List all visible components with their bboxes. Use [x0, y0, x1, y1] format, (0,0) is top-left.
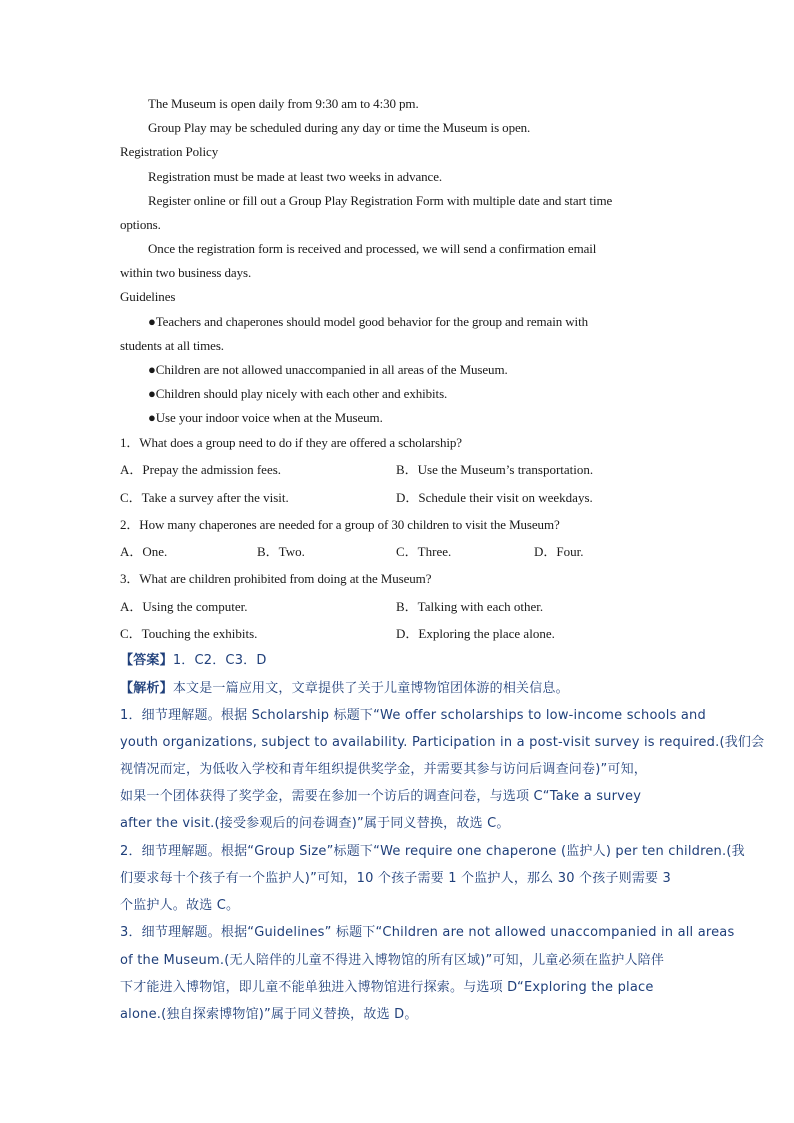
analysis-line-5: after the visit.(接受参观后的问卷调查)”属于同义替换，故选 C。: [120, 816, 510, 831]
group-play-text: Group Play may be scheduled during any day or time the Museum is open.: [148, 120, 531, 135]
analysis-line-2: youth organizations, subject to availability. Participation in a post-visit survey is required.(我们会: [120, 735, 765, 750]
analysis-intro-line: [120, 681, 569, 697]
registration-heading: Registration Policy: [120, 144, 219, 159]
question-3-option-a: A．Using the computer.: [120, 599, 248, 614]
question-1-stem: 1．What does a group need to do if they are offered a scholarship?: [120, 435, 462, 450]
guideline-1-line2: students at all times.: [120, 338, 224, 353]
question-1-option-d: D．Schedule their visit on weekdays.: [396, 490, 593, 505]
guideline-1-line1: ●Teachers and chaperones should model good behavior for the group and remain with: [148, 314, 588, 329]
guidelines-heading: Guidelines: [120, 289, 176, 304]
analysis-line-9: 3．细节理解题。根据“Guidelines” 标题下“Children are not allowed unaccompanied in all areas: [120, 925, 735, 940]
analysis-line-1: 1．细节理解题。根据 Scholarship 标题下“We offer scholarships to low-income schools and: [120, 708, 706, 723]
question-2-option-d: D．Four.: [534, 544, 584, 559]
analysis-label: 【解析】: [120, 681, 173, 696]
analysis-line-3: 视情况而定，为低收入学校和青年组织提供奖学金，并需要其参与访问后调查问卷)”可知，: [120, 762, 648, 777]
registration-p1: Registration must be made at least two weeks in advance.: [148, 169, 443, 184]
analysis-line-6: 2．细节理解题。根据“Group Size”标题下“We require one chaperone (监护人) per ten children.(我: [120, 844, 745, 859]
question-2-option-b: B．Two.: [257, 544, 305, 559]
question-2-option-a: A．One.: [120, 544, 168, 559]
question-3-option-d: D．Exploring the place alone.: [396, 626, 555, 641]
question-2-stem: 2．How many chaperones are needed for a group of 30 children to visit the Museum?: [120, 517, 560, 532]
registration-p3-line2: within two business days.: [120, 265, 252, 280]
guideline-2: ●Children are not allowed unaccompanied in all areas of the Museum.: [148, 362, 508, 377]
analysis-line-11: 下才能进入博物馆，即儿童不能单独进入博物馆进行探索。与选项 D“Exploring the place: [120, 980, 654, 995]
question-2-option-c: C．Three.: [396, 544, 452, 559]
answer-text: 1．C2．C3．D: [172, 653, 267, 668]
hours-text: The Museum is open daily from 9:30 am to 4:30 pm.: [148, 96, 419, 111]
question-3-stem: 3．What are children prohibited from doing at the Museum?: [120, 571, 432, 586]
question-3-option-b: B．Talking with each other.: [396, 599, 544, 614]
registration-p3-line1: Once the registration form is received and processed, we will send a confirmation email: [148, 241, 597, 256]
analysis-line-7: 们要求每十个孩子有一个监护人)”可知，10 个孩子需要 1 个监护人，那么 30 个孩子则需要 3: [120, 871, 672, 886]
analysis-line-10: of the Museum.(无人陪伴的儿童不得进入博物馆的所有区域)”可知，儿童必须在监护人陪伴: [120, 953, 665, 968]
question-1-option-b: B．Use the Museum’s transportation.: [396, 462, 594, 477]
answer-label: 【答案】: [120, 653, 173, 668]
question-3-option-c: C．Touching the exhibits.: [120, 626, 258, 641]
answer-line: [120, 653, 267, 669]
registration-p2-line2: options.: [120, 217, 161, 232]
guideline-4: ●Use your indoor voice when at the Museum.: [148, 410, 383, 425]
registration-p2-line1: Register online or fill out a Group Play Registration Form with multiple date and start time: [148, 193, 613, 208]
guideline-3: ●Children should play nicely with each other and exhibits.: [148, 386, 448, 401]
analysis-line-12: alone.(独自探索博物馆)”属于同义替换，故选 D。: [120, 1007, 418, 1022]
question-1-option-c: C．Take a survey after the visit.: [120, 490, 289, 505]
question-1-option-a: A．Prepay the admission fees.: [120, 462, 282, 477]
analysis-intro: 本文是一篇应用文，文章提供了关于儿童博物馆团体游的相关信息。: [172, 681, 569, 696]
analysis-line-4: 如果一个团体获得了奖学金，需要在参加一个访后的调查问卷，与选项 C“Take a survey: [120, 789, 642, 804]
analysis-line-8: 个监护人。故选 C。: [120, 898, 240, 913]
